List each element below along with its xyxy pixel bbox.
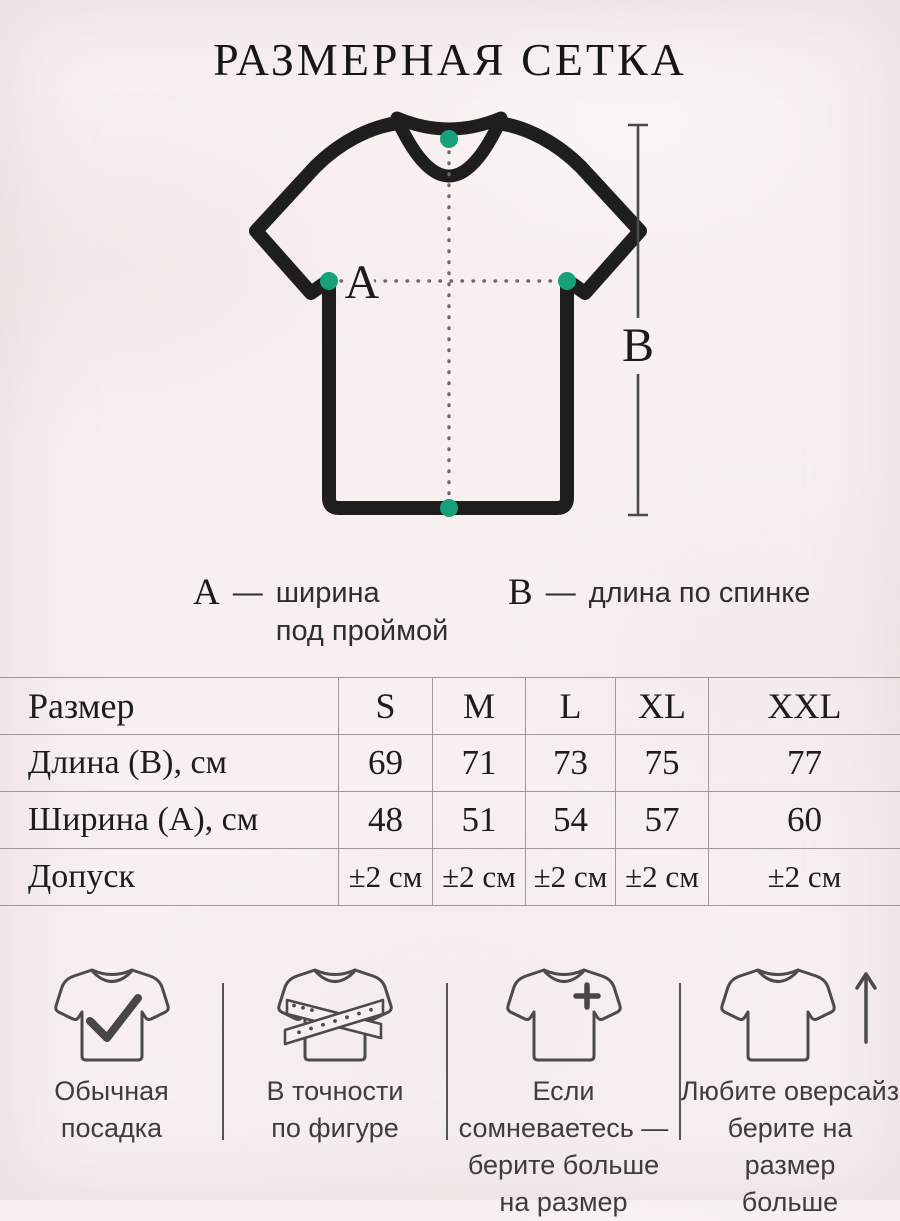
tolerance-s: ±2 см xyxy=(338,849,432,905)
neck-dot xyxy=(440,130,458,148)
tolerance-l: ±2 см xyxy=(525,849,615,905)
tshirt-check-icon xyxy=(52,960,172,1068)
legend-a-letter: A xyxy=(193,572,220,613)
fit-exact-line2: по фигуре xyxy=(271,1113,399,1143)
legend-b-text: длина по спинке xyxy=(588,577,811,609)
length-s: 69 xyxy=(338,735,432,791)
table-row-tolerance xyxy=(0,848,900,906)
tshirt-plus-icon xyxy=(504,960,624,1068)
fit-exact-line1: В точности xyxy=(266,1076,404,1106)
length-xxl: 77 xyxy=(708,735,900,791)
tshirt-measurement-diagram xyxy=(0,90,900,560)
fit-size-up-line2: берите больше xyxy=(467,1150,660,1180)
width-xl: 57 xyxy=(615,792,708,848)
legend-a-line1: ширина xyxy=(275,577,380,609)
size-header-xxl: XXL xyxy=(708,678,900,734)
size-header-s: S xyxy=(338,678,432,734)
tolerance-xl: ±2 см xyxy=(615,849,708,905)
width-s: 48 xyxy=(338,792,432,848)
fit-regular-line2: посадка xyxy=(60,1113,163,1143)
fit-size-up xyxy=(447,960,680,1221)
tolerance-xxl: ±2 см xyxy=(708,849,900,905)
fit-size-up-line1: Если сомневаетесь — xyxy=(458,1076,669,1143)
collar-back-line xyxy=(397,118,501,129)
tolerance-m: ±2 см xyxy=(432,849,525,905)
hem-dot xyxy=(440,499,458,517)
length-m: 71 xyxy=(432,735,525,791)
plus-mark xyxy=(576,985,598,1007)
width-xxl: 60 xyxy=(708,792,900,848)
size-header-xl: XL xyxy=(615,678,708,734)
table-header-row xyxy=(0,677,900,734)
fit-oversize-line2: берите на размер xyxy=(727,1113,853,1180)
row-label: Допуск xyxy=(28,858,135,895)
fit-oversize-line1: Любите оверсайз xyxy=(680,1076,900,1106)
fit-divider-3 xyxy=(679,983,681,1140)
length-xl: 75 xyxy=(615,735,708,791)
tshirt-arrow-icon xyxy=(718,960,882,1068)
legend-a-dash: — xyxy=(232,576,263,609)
table-row-length xyxy=(0,734,900,791)
fit-oversize-line3: больше xyxy=(741,1187,839,1217)
up-arrow xyxy=(857,974,875,1042)
legend-width xyxy=(193,574,448,650)
left-armpit-dot xyxy=(320,272,338,290)
table-header-label: Размер xyxy=(28,686,135,726)
legend-b-dash: — xyxy=(545,576,576,609)
fit-exact xyxy=(223,960,447,1147)
fit-divider-2 xyxy=(446,983,448,1140)
fit-oversize xyxy=(680,960,900,1221)
legend-b-letter: B xyxy=(508,572,533,613)
fit-regular xyxy=(0,960,223,1147)
width-l: 54 xyxy=(525,792,615,848)
right-armpit-dot xyxy=(558,272,576,290)
row-label: Длина (B), см xyxy=(28,744,228,781)
legend-a-line2: под проймой xyxy=(275,615,449,647)
size-header-m: M xyxy=(432,678,525,734)
size-table xyxy=(0,677,900,906)
fit-divider-1 xyxy=(222,983,224,1140)
diagram-label-a: A xyxy=(344,256,380,309)
tshirt-tape-icon xyxy=(275,960,395,1068)
fit-size-up-line3: на размер xyxy=(499,1187,628,1217)
row-label: Ширина (A), см xyxy=(28,801,259,838)
check-mark xyxy=(90,998,138,1038)
size-header-l: L xyxy=(525,678,615,734)
fit-regular-line1: Обычная xyxy=(54,1076,169,1106)
width-m: 51 xyxy=(432,792,525,848)
diagram-label-b: B xyxy=(621,319,655,372)
table-row-width xyxy=(0,791,900,848)
legend-length xyxy=(508,574,810,612)
page-title: РАЗМЕРНАЯ СЕТКА xyxy=(213,33,687,85)
measuring-tape xyxy=(285,1000,383,1044)
length-l: 73 xyxy=(525,735,615,791)
